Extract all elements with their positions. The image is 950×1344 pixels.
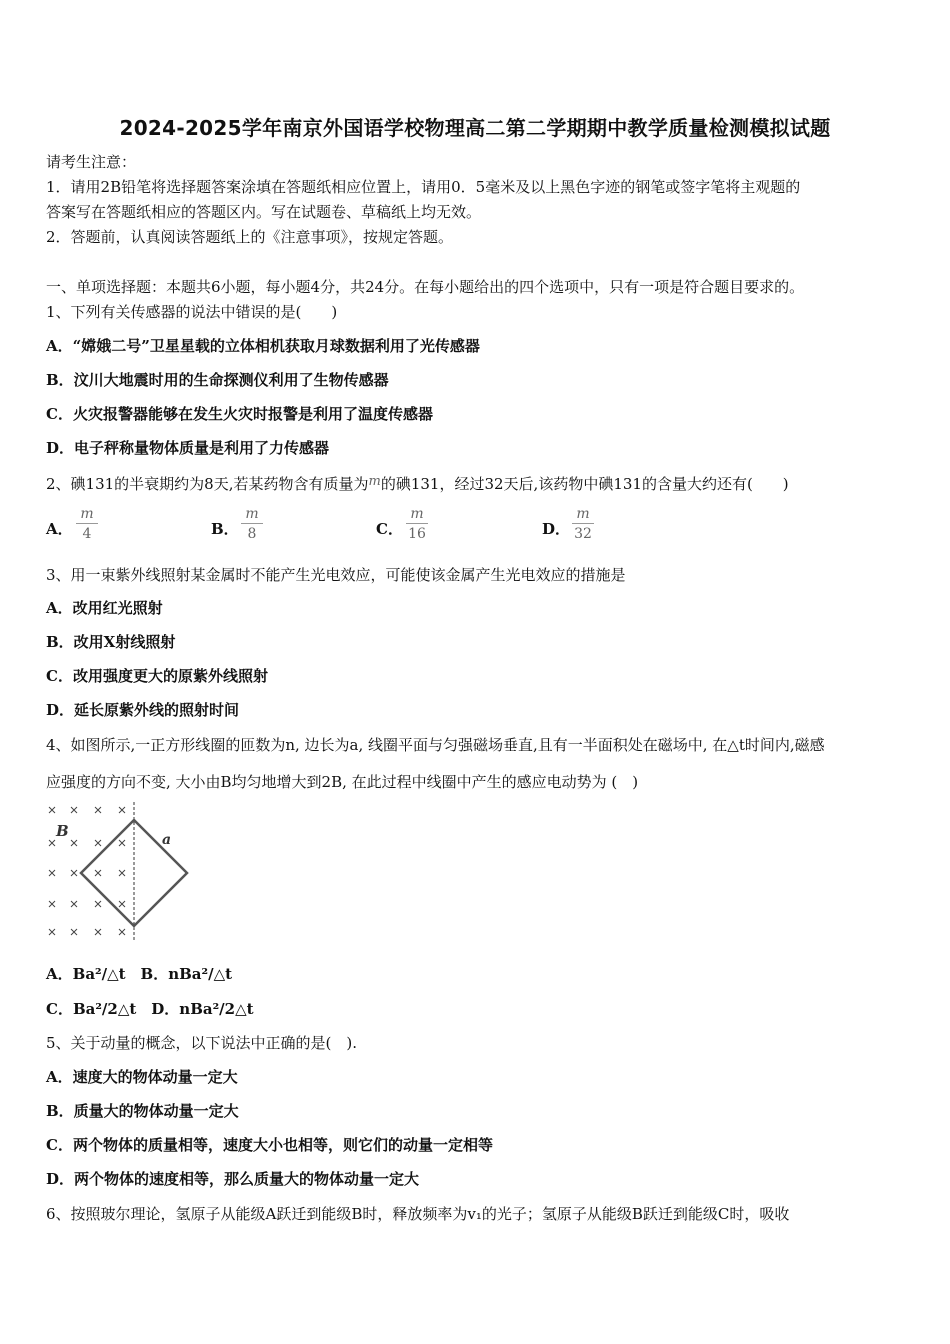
fraction (572, 506, 594, 543)
page-title: 2024-2025学年南京外国语学校物理高二第二学期期中教学质量检测模拟试题 (119, 116, 831, 140)
figure-svg (40, 800, 200, 950)
option-label: B． (211, 520, 239, 538)
question-5-option-b: B．质量大的物体动量一定大 (46, 1102, 239, 1120)
notice-item-1-line-1: 1．请用2B铅笔将选择题答案涂填在答题纸相应位置上，请用0．5毫米及以上黑色字迹的钢笔或签字笔将主观题的 (46, 178, 801, 196)
question-2-stem-part-2: 的碘131，经过32天后,该药物中碘131的含量大约还有( ) (380, 475, 789, 493)
question-4-stem-line-2: 应强度的方向不变, 大小由B均匀地增大到2B, 在此过程中线圈中产生的感应电动势为 ( ) (46, 773, 639, 791)
fraction-bar (572, 523, 594, 524)
notice-item-1-line-2: 答案写在答题纸相应的答题区内。写在试题卷、草稿纸上均无效。 (46, 203, 482, 221)
fraction (241, 506, 263, 543)
question-1-stem: 1、下列有关传感器的说法中错误的是( ) (46, 303, 338, 321)
question-4-options-line-2: C．Ba²/2△t D．nBa²/2△t (46, 1000, 254, 1018)
notice-item-2: 2．答题前，认真阅读答题纸上的《注意事项》，按规定答题。 (46, 228, 454, 246)
question-1-option-a: A．“嫦娥二号”卫星星载的立体相机获取月球数据利用了光传感器 (46, 337, 480, 355)
question-4-stem-line-1: 4、如图所示,一正方形线圈的匝数为n, 边长为a, 线圈平面与匀强磁场垂直,且有一半面积处在磁场中, 在△t时间内,磁感 (46, 736, 825, 754)
field-label-b: B (56, 822, 69, 840)
question-2-stem (46, 472, 789, 494)
fraction-numerator: m (80, 506, 94, 522)
mass-symbol: m (368, 474, 381, 489)
fraction-numerator: m (245, 506, 259, 522)
question-6-stem: 6、按照玻尔理论，氢原子从能级A跃迁到能级B时，释放频率为v₁的光子；氢原子从能级B跃迁到能级C时，吸收 (46, 1205, 790, 1223)
notice-heading: 请考生注意： (46, 153, 137, 171)
fraction-denominator: 8 (247, 526, 257, 542)
fraction-bar (406, 523, 428, 524)
fraction (406, 506, 428, 543)
magnetic-field-figure (40, 800, 200, 950)
side-label-a: a (162, 832, 172, 848)
fraction-numerator: m (576, 506, 590, 522)
option-label: A． (46, 520, 73, 538)
question-5-stem: 5、关于动量的概念，以下说法中正确的是( ). (46, 1034, 358, 1052)
question-3-stem: 3、用一束紫外线照射某金属时不能产生光电效应，可能使该金属产生光电效应的措施是 (46, 566, 626, 584)
fraction-numerator: m (410, 506, 424, 522)
question-2-stem-part-1: 2、碘131的半衰期约为8天,若某药物含有质量为 (46, 475, 369, 493)
question-1-option-c: C．火灾报警器能够在发生火灾时报警是利用了温度传感器 (46, 405, 433, 423)
question-3-option-c: C．改用强度更大的原紫外线照射 (46, 667, 268, 685)
fraction-bar (76, 523, 98, 524)
question-5-option-c: C．两个物体的质量相等，速度大小也相等，则它们的动量一定相等 (46, 1136, 493, 1154)
option-label: C． (376, 520, 403, 538)
fraction (76, 506, 98, 543)
fraction-denominator: 16 (408, 526, 426, 542)
option-label: D． (542, 520, 571, 538)
question-3-option-b: B．改用X射线照射 (46, 633, 176, 651)
question-5-option-a: A．速度大的物体动量一定大 (46, 1068, 238, 1086)
question-3-option-a: A．改用红光照射 (46, 599, 163, 617)
section-heading: 一、单项选择题：本题共6小题，每小题4分，共24分。在每小题给出的四个选项中，只有一项是符合题目要求的。 (46, 278, 805, 296)
question-1-option-b: B．汶川大地震时用的生命探测仪利用了生物传感器 (46, 371, 389, 389)
question-1-option-d: D．电子秤称量物体质量是利用了力传感器 (46, 439, 330, 457)
fraction-bar (241, 523, 263, 524)
question-2-options (46, 506, 746, 546)
fraction-denominator: 4 (82, 526, 92, 542)
question-4-options-line-1: A．Ba²/△t B．nBa²/△t (46, 965, 233, 983)
question-5-option-d: D．两个物体的速度相等，那么质量大的物体动量一定大 (46, 1170, 420, 1188)
question-3-option-d: D．延长原紫外线的照射时间 (46, 701, 240, 719)
fraction-denominator: 32 (574, 526, 592, 542)
